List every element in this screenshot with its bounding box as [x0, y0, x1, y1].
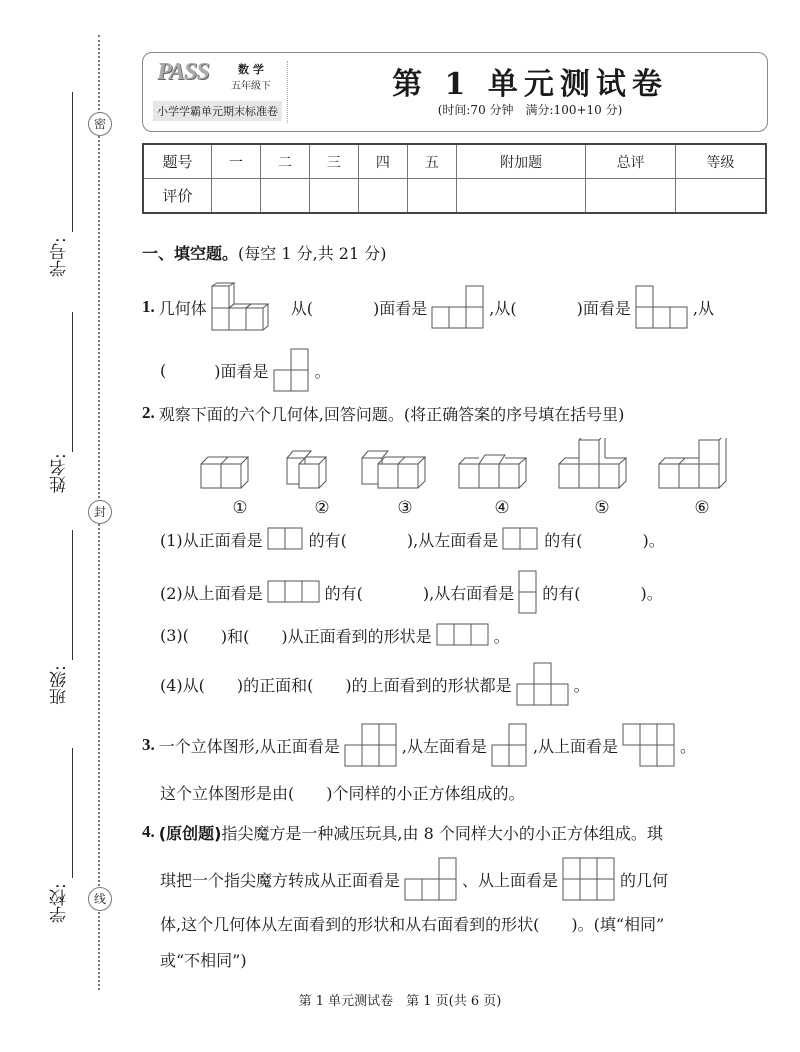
table-cell: 三	[309, 144, 358, 179]
q2-text: 的有(	[542, 583, 581, 603]
table-cell: 四	[358, 144, 407, 179]
q3-text: ,从左面看是	[401, 736, 487, 756]
exam-info: (时间:70 分钟 满分:100+10 分)	[437, 103, 623, 117]
q2-text: 观察下面的六个几何体,回答问题。(将正确答案的序号填在括号里)	[158, 404, 625, 424]
page-title: 第 1 单元测试卷	[392, 67, 668, 102]
table-cell: 等级	[675, 144, 766, 179]
q2-text: )的上面看到的形状都是	[345, 675, 512, 695]
school-field[interactable]	[72, 748, 73, 878]
exam-header	[142, 52, 768, 132]
seal-xian: 线	[88, 887, 112, 911]
score-cell[interactable]	[358, 179, 407, 214]
q4-text: 体,这个几何体从左面看到的形状和从右面看到的形状(	[160, 914, 540, 934]
figure-label: ②	[314, 498, 330, 518]
q2-sub-2	[160, 570, 663, 614]
section-note: (每空 1 分,共 21 分)	[238, 243, 387, 263]
class-field[interactable]	[72, 530, 73, 660]
table-cell: 二	[260, 144, 309, 179]
question-4-line3	[160, 908, 664, 938]
subject-label: 数 学	[238, 63, 264, 76]
view-shape	[267, 527, 305, 551]
question-1	[142, 282, 714, 332]
q1-text: 几何体	[158, 298, 207, 318]
school-label: 学校:	[50, 883, 70, 923]
q3-text: 。	[680, 736, 697, 756]
score-table	[142, 143, 767, 214]
q2-text: )和(	[220, 626, 250, 646]
figure-label: ⑤	[594, 498, 610, 518]
q3-text: )个同样的小正方体组成的。	[326, 783, 525, 803]
student-id-label: 学号:	[50, 237, 70, 277]
question-3-cont	[160, 777, 525, 807]
q3-text: ,从上面看是	[532, 736, 619, 756]
figure-4	[457, 438, 547, 518]
question-number: 2.	[142, 403, 155, 422]
q2-text: 的有(	[308, 530, 347, 550]
student-id-field[interactable]	[72, 92, 73, 232]
q2-text: (4)从(	[160, 675, 205, 695]
table-cell: 附加题	[456, 144, 586, 179]
figure-6	[657, 438, 747, 518]
view-shape	[273, 348, 311, 392]
figure-label: ①	[232, 498, 248, 518]
q2-text: 。	[493, 626, 510, 646]
grade-label: 五年级下	[231, 81, 271, 92]
score-cell[interactable]	[309, 179, 358, 214]
seal-feng: 封	[88, 500, 112, 524]
q2-text: )。	[640, 583, 663, 603]
q1-text: 。	[314, 361, 331, 381]
question-4	[142, 817, 663, 847]
view-shape	[404, 857, 458, 901]
q1-text: )面看是	[576, 298, 631, 318]
question-4-line2	[160, 856, 668, 902]
q4-text: 指尖魔方是一种减压玩具,由 8 个同样大小的小正方体组成。琪	[221, 823, 663, 843]
q2-text: )。	[642, 530, 665, 550]
q1-text: )面看是	[373, 298, 428, 318]
q4-text: 或“不相同”)	[160, 950, 247, 970]
header-divider	[287, 61, 288, 123]
view-shape	[431, 285, 485, 329]
score-cell[interactable]	[586, 179, 675, 214]
original-question-tag: (原创题)	[158, 823, 222, 843]
view-shape	[562, 857, 616, 901]
q1-text: )面看是	[214, 361, 269, 381]
figure-label: ④	[494, 498, 510, 518]
name-field[interactable]	[72, 312, 73, 452]
q4-text: 的几何	[620, 870, 669, 890]
q2-sub-4	[160, 662, 590, 706]
score-cell[interactable]	[260, 179, 309, 214]
brand-area	[153, 57, 283, 127]
question-number: 4.	[142, 822, 155, 841]
view-shape	[344, 723, 398, 767]
q2-text: (2)从上面看是	[160, 583, 263, 603]
seal-mi: 密	[88, 112, 112, 136]
q2-sub-3	[160, 620, 510, 650]
q2-text: )从正面看到的形状是	[281, 626, 432, 646]
figure-5	[557, 438, 647, 518]
view-shape	[436, 623, 490, 647]
table-cell: 评价	[143, 179, 212, 214]
table-cell: 五	[407, 144, 456, 179]
q1-text: ,从	[692, 298, 714, 318]
solid-figures	[195, 438, 735, 518]
score-cell[interactable]	[407, 179, 456, 214]
q2-text: 的有(	[544, 530, 583, 550]
score-table-header-row	[143, 144, 766, 179]
view-shape	[635, 285, 689, 329]
section-title: 一、填空题。	[142, 243, 239, 263]
view-shape	[516, 662, 570, 706]
table-cell: 题号	[143, 144, 212, 179]
class-label: 班级:	[50, 665, 70, 705]
table-cell: 一	[212, 144, 261, 179]
question-number: 3.	[142, 735, 155, 754]
q3-text: 这个立体图形是由(	[160, 783, 295, 803]
question-1-cont	[160, 345, 331, 395]
score-cell[interactable]	[456, 179, 586, 214]
q4-text: )。(填“相同”	[571, 914, 665, 934]
q4-text: 琪把一个指尖魔方转成从正面看是	[160, 870, 401, 890]
view-shape	[518, 570, 538, 614]
q2-text: (3)(	[160, 625, 189, 645]
question-4-line4	[160, 944, 247, 974]
pass-logo: PASS	[157, 59, 209, 85]
view-shape	[502, 527, 540, 551]
series-badge: 小学学霸单元期末标准卷	[153, 101, 282, 121]
q1-text: 从(	[290, 298, 314, 318]
q1-text: (	[160, 360, 167, 380]
score-table-eval-row	[143, 179, 766, 214]
q1-text: ,从(	[489, 298, 517, 318]
figure-3	[360, 438, 450, 518]
q4-text: 、从上面看是	[462, 870, 559, 890]
q2-text: ),从右面看是	[422, 583, 515, 603]
view-shape	[491, 723, 529, 767]
cube-solid-figure	[211, 282, 287, 332]
figure-label: ⑥	[694, 498, 710, 518]
score-cell[interactable]	[212, 179, 261, 214]
view-shape	[622, 723, 676, 767]
q2-sub-1	[160, 524, 665, 554]
q2-text: )的正面和(	[236, 675, 314, 695]
name-label: 姓名:	[50, 453, 70, 493]
question-3	[142, 722, 696, 768]
question-number: 1.	[142, 297, 155, 316]
view-shape	[267, 580, 321, 604]
table-cell: 总评	[586, 144, 675, 179]
figure-2	[277, 438, 367, 518]
q2-text: ),从左面看是	[406, 530, 499, 550]
figure-label: ③	[397, 498, 413, 518]
question-2	[142, 398, 624, 428]
page-footer: 第 1 单元测试卷 第 1 页(共 6 页)	[298, 994, 502, 1009]
figure-1	[195, 438, 285, 518]
q2-text: (1)从正面看是	[160, 530, 263, 550]
score-cell[interactable]	[675, 179, 766, 214]
section-heading	[142, 237, 386, 267]
q2-text: 的有(	[324, 583, 363, 603]
q3-text: 一个立体图形,从正面看是	[158, 736, 340, 756]
q2-text: 。	[573, 675, 590, 695]
